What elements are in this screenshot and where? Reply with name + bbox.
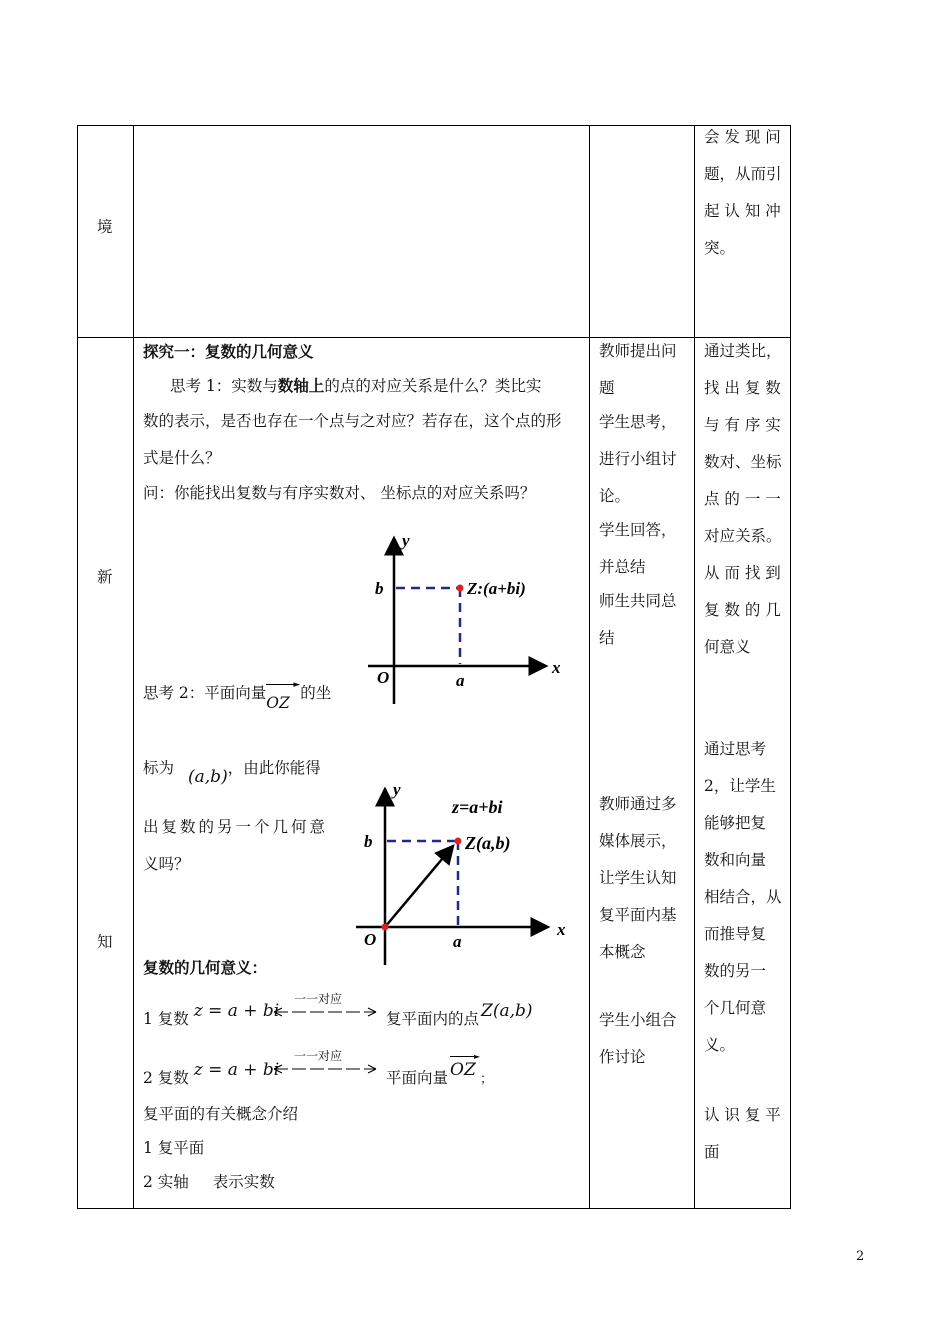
think1-line3: 式是什么？: [143, 449, 221, 467]
table-border-bottom: [77, 1208, 791, 1209]
think1-bold: 数轴上: [277, 376, 325, 395]
b-label: b: [364, 832, 373, 851]
z-ab: Z(a,b): [481, 1001, 533, 1021]
teacher-line: 结: [599, 629, 615, 647]
purpose-top-line: 起 认 知 冲: [704, 202, 781, 220]
table-row-divider: [77, 337, 791, 338]
think2-line1: [143, 680, 332, 712]
purpose-line: 义。: [704, 1036, 736, 1054]
point-label: Z(a,b): [465, 833, 511, 853]
table-border-right: [790, 125, 791, 1209]
a-label: a: [453, 932, 462, 951]
equation: z = a + bi: [193, 1060, 280, 1080]
purpose-line: 相结合，从: [704, 888, 782, 906]
think1-pre: 思考 1：实数与: [170, 377, 278, 395]
think1-post: 的点的对应关系是什么？类比实: [324, 377, 542, 395]
think2-line3: 出复数的另一个几何意: [143, 818, 329, 836]
table-col-divider-2: [589, 125, 590, 1209]
teacher-line: 学生小组合: [599, 1011, 677, 1029]
purpose-line: 认 识 复 平: [704, 1106, 781, 1124]
think2-line2-post: ，由此你能得: [227, 759, 321, 777]
table-border-left: [77, 125, 78, 1209]
point-z: [457, 585, 464, 592]
item-1-num: 1 复数: [143, 1010, 189, 1028]
y-label: y: [402, 531, 410, 550]
teacher-line: 教师提出问: [599, 342, 677, 360]
purpose-line: 从 而 找 到: [704, 564, 781, 582]
purpose-line: 面: [704, 1143, 720, 1161]
think2-line2: [143, 759, 321, 787]
teacher-line: 本概念: [599, 943, 646, 961]
purpose-line: 而推导复: [704, 925, 767, 943]
teacher-line: 题: [599, 379, 615, 397]
ab-pair: (a,b): [188, 767, 228, 787]
geometric-meaning-title: 复数的几何意义：: [143, 958, 268, 977]
item-2-tail: 平面向量: [386, 1069, 449, 1087]
meaning-item-2: [143, 1060, 280, 1087]
teacher-line: 教师通过多: [599, 795, 677, 813]
item-2-num: 2 复数: [143, 1069, 189, 1087]
concept-2: [143, 1175, 275, 1191]
origin-point: [382, 924, 389, 931]
purpose-line: 复 数 的 几: [704, 601, 781, 619]
teacher-line: 复平面内基: [599, 906, 677, 924]
concept-2-a: 2 实轴: [143, 1173, 189, 1191]
concepts-heading: 复平面的有关概念介绍: [143, 1105, 299, 1123]
origin-label: O: [377, 668, 390, 687]
semicolon: ；: [480, 1072, 494, 1087]
purpose-line: 2，让学生: [704, 777, 776, 795]
purpose-top-line: 题，从而引: [704, 165, 782, 183]
teacher-line: 媒体展示，: [599, 832, 677, 850]
row-label-zhi: 知: [97, 933, 113, 951]
x-label: x: [557, 920, 566, 939]
meaning-item-1-tail: [386, 1001, 533, 1028]
vector-oz: ► OZ: [266, 680, 301, 712]
teacher-line: 学生思考，: [599, 413, 677, 431]
origin-label: O: [364, 930, 377, 949]
concept-1: 1 复平面: [143, 1139, 205, 1157]
concept-2-b: 表示实数: [212, 1173, 275, 1191]
purpose-line: 能够把复: [704, 814, 767, 832]
meaning-item-1: [143, 1001, 280, 1028]
purpose-top-line: 突。: [704, 239, 736, 257]
teacher-line: 并总结: [599, 558, 646, 576]
table-col-divider-3: [694, 125, 695, 1209]
purpose-line: 对应关系。: [704, 527, 782, 545]
teacher-line: 论。: [599, 487, 631, 505]
vector-oz-line: [385, 846, 453, 927]
purpose-line: 找 出 复 数: [704, 379, 781, 397]
think2-line4: 义吗？: [143, 855, 190, 873]
row-label-xin: 新: [97, 568, 113, 586]
purpose-line: 通过类比，: [704, 342, 782, 360]
think1-line2: 数的表示，是否也存在一个点与之对应？若存在，这个点的形: [143, 412, 562, 430]
b-label: b: [375, 579, 384, 598]
think1-line1: [170, 378, 541, 395]
purpose-line: 数和向量: [704, 851, 767, 869]
teacher-line: 让学生认知: [599, 869, 677, 887]
teacher-line: 作讨论: [599, 1048, 646, 1066]
purpose-top-line: 会 发 现 问: [704, 128, 781, 146]
arrow-label: 一一对应: [294, 992, 343, 1006]
diagram-title: z=a+bi: [452, 797, 503, 817]
coordinate-diagram-2: [350, 775, 580, 970]
y-label: y: [393, 780, 401, 799]
row-label-jing: 境: [97, 218, 113, 236]
purpose-line: 何意义: [704, 638, 751, 656]
vector-oz-2: ► OZ: [450, 1052, 481, 1080]
a-label: a: [456, 671, 465, 690]
coordinate-diagram-1: [360, 528, 580, 706]
think2-post: 的坐: [300, 684, 332, 702]
think2-line2-pre: 标为: [143, 759, 175, 777]
teacher-line: 学生回答，: [599, 521, 677, 539]
purpose-line: 与 有 序 实: [704, 416, 781, 434]
teacher-line: 师生共同总: [599, 592, 677, 610]
meaning-item-2-tail: [386, 1052, 494, 1087]
purpose-line: 数的另一: [704, 962, 767, 980]
think2-pre: 思考 2：平面向量: [143, 684, 267, 702]
correspondence-arrow-2: [272, 1050, 378, 1080]
purpose-line: 个几何意: [704, 999, 767, 1017]
question-text: 问：你能找出复数与有序实数对、 坐标点的对应关系吗？: [143, 484, 536, 502]
teacher-line: 进行小组讨: [599, 450, 677, 468]
table-col-divider-1: [133, 125, 134, 1209]
item-1-tail: 复平面内的点: [386, 1010, 480, 1028]
table-border-top: [77, 125, 791, 126]
purpose-line: 数对、坐标: [704, 453, 782, 471]
equation: z = a + bi: [193, 1001, 280, 1021]
section-heading: 探究一：复数的几何意义: [143, 342, 314, 361]
purpose-line: 通过思考: [704, 740, 767, 758]
purpose-line: 点 的 一 一: [704, 490, 781, 508]
point-label: Z:(a+bi): [467, 579, 526, 598]
x-label: x: [552, 658, 561, 677]
page-number: 2: [856, 1249, 865, 1264]
point-z: [455, 838, 462, 845]
correspondence-arrow-1: [272, 993, 378, 1023]
arrow-label: 一一对应: [294, 1049, 343, 1063]
